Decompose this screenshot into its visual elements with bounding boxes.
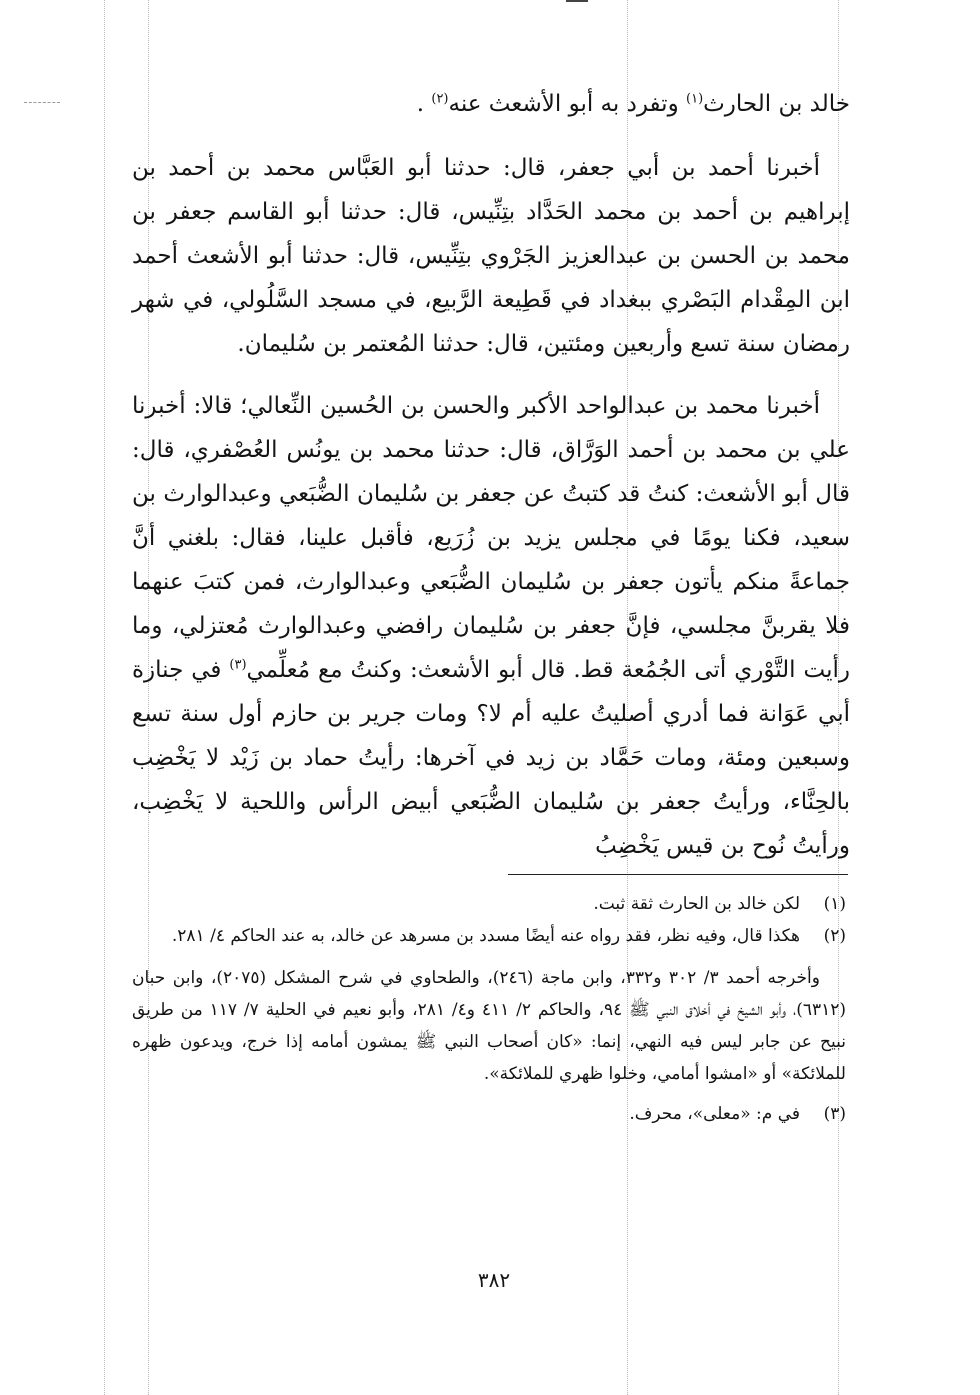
footnote-1 [132,888,846,920]
footnote-text: لكن خالد بن الحارث ثقة ثبت. [593,894,800,914]
footnote-2 [132,920,846,952]
footnote-3 [132,1098,846,1130]
scan-artifact-dash [24,102,60,103]
footnote-ref-1: (١) [686,91,704,107]
footnote-text: في م: «معلى»، محرف. [629,1104,800,1124]
paragraph-2-text-before: أخبرنا محمد بن عبدالواحد الأكبر والحسن بن الحُسين النِّعالي؛ قالا: أخبرنا علي بن محمد بن أحمد الوَرَّاق، قال: حدثنا محمد بن يونُس العُصْفري، قال: قال أبو الأشعث: كنتُ قد كتبتُ عن جعفر بن سُليمان الضُّبَعي وعبدالوارث بن سعيد، فكنا يومًا في مجلس يزيد بن زُرَيع، فأقبل علينا، فقال: بلغني أنَّ جماعةً منكم يأتون جعفر بن سُليمان الضُّبَعي وعبدالوارث، فمن كتبَ عنهما فلا يقربنَّ مجلسي، فإنَّ جعفر بن سُليمان رافضي وعبدالوارث مُعتزلي، وما رأيت التَّوْري أتى الجُمُعة قط. قال أبو الأشعث: وكنتُ مع مُعلِّمي [132,393,850,683]
footnote-number: (٢) [823,926,846,946]
footnote-2-continuation: وأخرجه أحمد ٣/ ٣٠٢ و٣٣٢، وابن ماجة (٢٤٦)، والطحاوي في شرح المشكل (٢٠٧٥)، وابن حبان (٦٣١٢)، وأبو الشيخ في أخلاق النبي ﷺ ٩٤، والحاكم ٢/ ٤١١ و٤/ ٢٨١، وأبو نعيم في الحلية ٧/ ١١٧ من طريق نبيح عن جابر ليس فيه النهي، إنما: «كان أصحاب النبي ﷺ يمشون أمامه إذا خرج، ويدعون ظهره للملائكة» أو «امشوا أمامي، وخلوا ظهري للملائكة». [132,968,847,1084]
footnote-ref-3: (٣) [229,657,247,673]
footnotes [132,888,846,1130]
paragraph-2-text-after: في جنازة أبي عَوَانة فما أدري أصليتُ عليه أم لا؟ ومات جرير بن حازم أول سنة تسع وسبعين ومئة، ومات حَمَّاد بن زيد في آخرها: رأيتُ حماد بن زَيْد لا يَخْضِب بالحِنَّاء، ورأيتُ جعفر بن سُليمان الضُّبَعي أبيض الرأس واللحية لا يَخْضِب، ورأيتُ نُوح بن قيس يَخْضِبُ [132,657,850,859]
paragraph-2 [132,384,850,868]
main-text [132,82,850,868]
scan-artifact-line [104,0,105,1395]
footnote-number: (١) [823,894,846,914]
footnote-text: هكذا قال، وفيه نظر، فقد رواه عنه أيضًا مسدد بن مسرهد عن خالد، به عند الحاكم ٤/ ٢٨١. [171,926,800,946]
footnote-number: (٣) [823,1104,846,1124]
paragraph-1: أخبرنا أحمد بن أبي جعفر، قال: حدثنا أبو العَبَّاس محمد بن أحمد بن إبراهيم بن أحمد بن محمد الحَدَّاد بتِنِّيس، قال: حدثنا أبو القاسم جعفر بن محمد بن الحسن بن عبدالعزيز الجَرْوي بتِنِّيس، قال: حدثنا أبو الأشعث أحمد ابن المِقْدام البَصْري ببغداد في قَطِيعة الرَّبيع، في مسجد السَّلُولي، في شهر رمضان سنة تسع وأربعين ومئتين، قال: حدثنا المُعتمر بن سُليمان. [132,155,850,357]
opening-text-middle: وتفرد به أبو الأشعث عنه [448,91,686,117]
footnote-ref-2: (٢) [431,91,449,107]
footnote-separator [508,874,848,875]
opening-line [132,82,850,126]
opening-text-before: خالد بن الحارث [703,91,850,117]
page-number: ٣٨٢ [477,1268,511,1292]
opening-text-after: . [416,91,432,117]
scan-artifact-mark [566,0,588,2]
